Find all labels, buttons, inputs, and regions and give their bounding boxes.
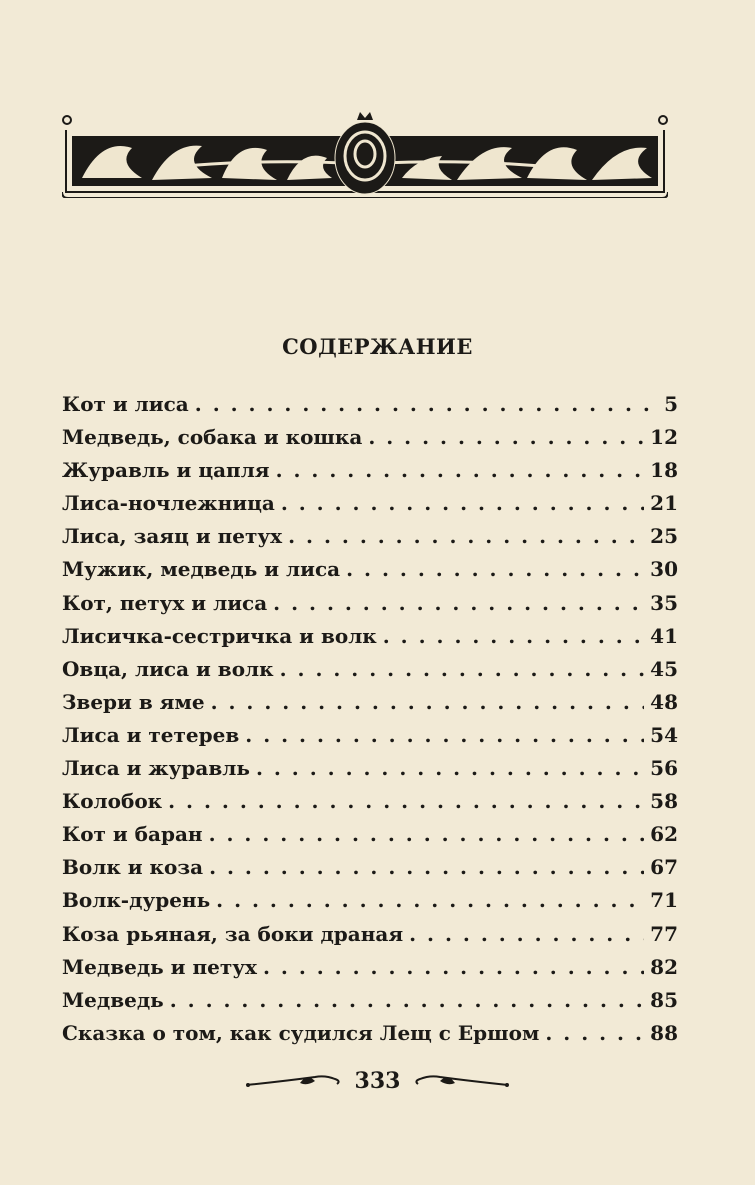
toc-entry-page: 5 <box>664 392 678 416</box>
toc-entry-page: 21 <box>650 491 678 516</box>
toc-entry-title: Кот и баран <box>62 822 203 847</box>
toc-entry-title: Журавль и цапля <box>62 458 270 483</box>
toc-entry <box>62 988 678 1021</box>
toc-entry-page: 25 <box>650 524 678 549</box>
left-flourish-icon <box>245 1071 345 1091</box>
toc-entry-title: Лиса и тетерев <box>62 722 240 747</box>
toc-entry-page: 62 <box>650 822 678 847</box>
toc-entry <box>62 723 678 756</box>
right-flourish-icon <box>410 1071 510 1091</box>
dot-leader <box>245 723 644 747</box>
toc-entry <box>62 888 678 921</box>
dot-leader <box>383 624 644 648</box>
dot-leader <box>195 392 658 416</box>
toc-entry <box>62 557 678 590</box>
toc-entry <box>62 955 678 988</box>
toc-entry-title: Лисичка-сестричка и волк <box>62 623 377 648</box>
toc-entry <box>62 657 678 690</box>
toc-entry <box>62 1021 678 1054</box>
toc-entry-page: 77 <box>650 921 678 946</box>
toc-entry-page: 41 <box>650 623 678 648</box>
toc-entry-page: 71 <box>650 888 678 913</box>
page-number: 333 <box>354 1068 401 1094</box>
toc-entry <box>62 591 678 624</box>
toc-entry-title: Звери в яме <box>62 689 205 714</box>
toc-entry <box>62 822 678 855</box>
toc-entry-title: Волк-дурень <box>62 888 211 913</box>
toc-entry <box>62 756 678 789</box>
toc-entry <box>62 922 678 955</box>
page-footer <box>0 1068 755 1094</box>
toc-entry <box>62 491 678 524</box>
toc-entry-title: Волк и коза <box>62 855 204 880</box>
toc-entry-page: 54 <box>650 722 678 747</box>
toc-entry <box>62 392 678 425</box>
dot-leader <box>368 425 644 449</box>
toc-entry-title: Лиса-ночлежница <box>62 491 275 516</box>
toc-entry-title: Медведь и петух <box>62 954 257 979</box>
dot-leader <box>281 491 644 515</box>
dot-leader <box>409 922 644 946</box>
toc-entry-page: 48 <box>650 689 678 714</box>
toc-entry-page: 82 <box>650 954 678 979</box>
toc-entry-title: Мужик, медведь и лиса <box>62 557 341 582</box>
floral-header-ornament <box>62 108 668 198</box>
dot-leader <box>346 557 644 581</box>
toc-entry-title: Лиса и журавль <box>62 756 250 781</box>
toc-entry-page: 12 <box>650 425 678 450</box>
toc-entry-page: 88 <box>650 1020 678 1045</box>
dot-leader <box>288 524 644 548</box>
dot-leader <box>280 657 645 681</box>
dot-leader <box>545 1021 644 1045</box>
toc-entry-title: Овца, лиса и волк <box>62 656 274 681</box>
toc-entry-title: Кот и лиса <box>62 392 189 416</box>
toc-entry <box>62 524 678 557</box>
dot-leader <box>209 822 645 846</box>
dot-leader <box>168 789 644 813</box>
toc-entry <box>62 690 678 723</box>
dot-leader <box>256 756 644 780</box>
page-title: СОДЕРЖАНИЕ <box>282 334 473 359</box>
toc-entry-title: Кот, петух и лиса <box>62 590 268 615</box>
dot-leader <box>263 955 644 979</box>
toc-entry-page: 85 <box>650 987 678 1012</box>
toc-entry <box>62 855 678 888</box>
toc-entry <box>62 458 678 491</box>
toc-entry <box>62 624 678 657</box>
dot-leader <box>211 690 645 714</box>
toc-entry-page: 35 <box>650 590 678 615</box>
table-of-contents <box>62 392 678 1054</box>
toc-entry-title: Лиса, заяц и петух <box>62 524 283 549</box>
dot-leader <box>273 591 644 615</box>
toc-entry-page: 56 <box>650 756 678 781</box>
dot-leader <box>170 988 644 1012</box>
toc-entry <box>62 425 678 458</box>
toc-entry-page: 18 <box>650 458 678 483</box>
toc-entry-title: Медведь, собака и кошка <box>62 425 363 450</box>
toc-entry-page: 30 <box>650 557 678 582</box>
toc-entry-page: 45 <box>650 656 678 681</box>
toc-entry-title: Колобок <box>62 789 163 814</box>
toc-entry-title: Сказка о том, как судился Лещ с Ершом <box>62 1020 540 1045</box>
toc-entry-title: Коза рьяная, за боки драная <box>62 921 404 946</box>
dot-leader <box>276 458 645 482</box>
toc-entry-page: 67 <box>650 855 678 880</box>
toc-entry-title: Медведь <box>62 987 164 1012</box>
toc-entry-page: 58 <box>650 789 678 814</box>
dot-leader <box>216 888 644 912</box>
toc-entry <box>62 789 678 822</box>
dot-leader <box>209 855 644 879</box>
